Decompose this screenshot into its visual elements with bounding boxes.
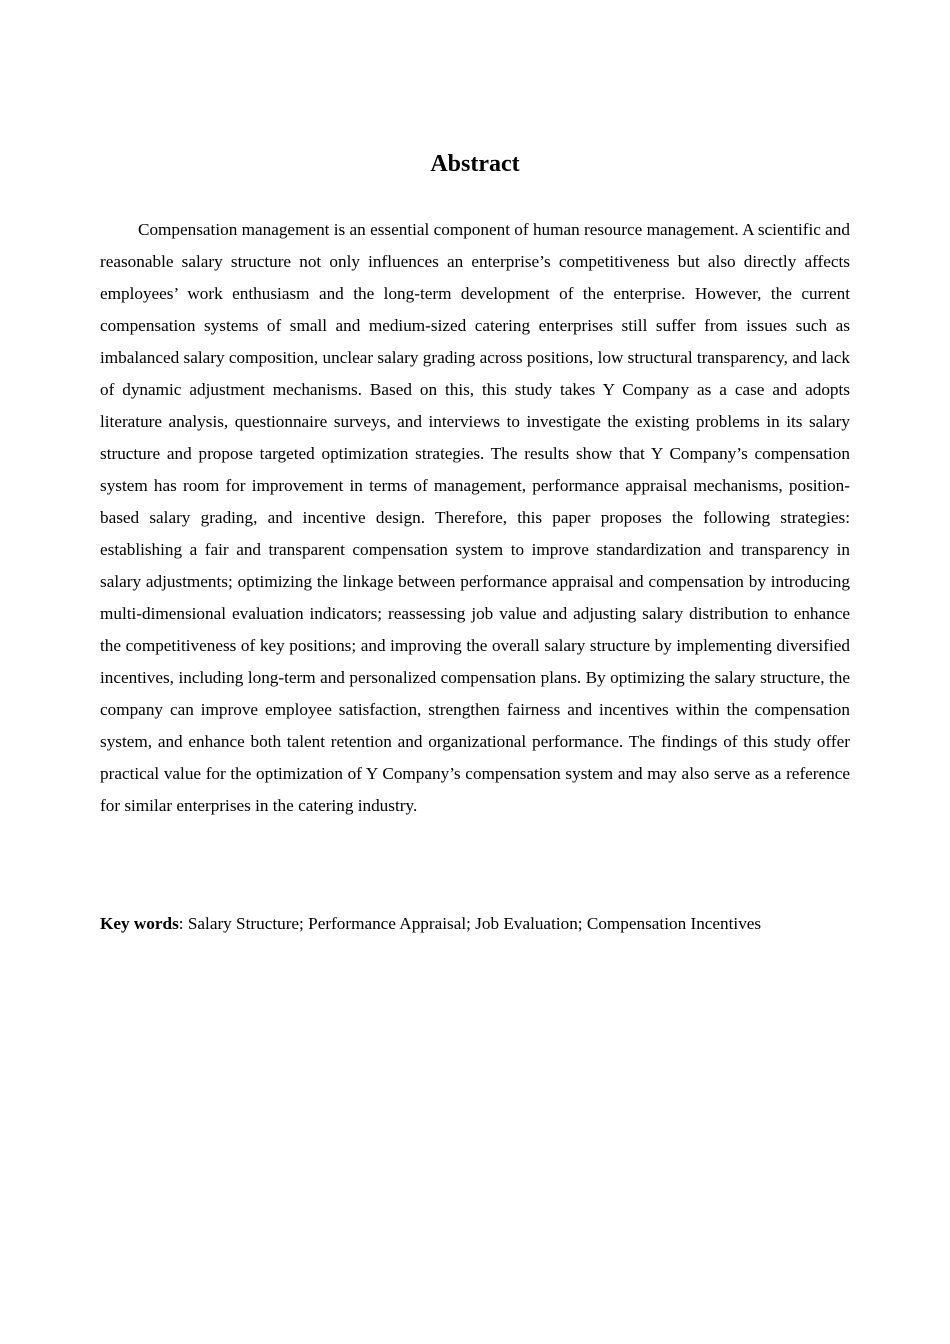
abstract-body: Compensation management is an essential component of human resource management. A scientific and reasonable salary structure not only influences an enterprise’s competitiveness but also directly affects employees’ work enthusiasm and the long-term development of the enterprise. However, the current compensation systems of small and medium-sized catering enterprises still suffer from issues such as imbalanced salary composition, unclear salary grading across positions, low structural transparency, and lack of dynamic adjustment mechanisms. Based on this, this study takes Y Company as a case and adopts literature analysis, questionnaire surveys, and interviews to investigate the existing problems in its salary structure and propose targeted optimization strategies. The results show that Y Company’s compensation system has room for improvement in terms of management, performance appraisal mechanisms, position-based salary grading, and incentive design. Therefore, this paper proposes the following strategies: establishing a fair and transparent compensation system to improve standardization and transparency in salary adjustments; optimizing the linkage between performance appraisal and compensation by introducing multi-dimensional evaluation indicators; reassessing job value and adjusting salary distribution to enhance the competitiveness of key positions; and improving the overall salary structure by implementing diversified incentives, including long-term and personalized compensation plans. By optimizing the salary structure, the company can improve employee satisfaction, strengthen fairness and incentives within the compensation system, and enhance both talent retention and organizational performance. The findings of this study offer practical value for the optimization of Y Company’s compensation system and may also serve as a reference for similar enterprises in the catering industry. (100, 220, 850, 815)
keywords-label: Key words (100, 914, 179, 933)
keywords-text: : Salary Structure; Performance Appraisal; Job Evaluation; Compensation Incentives (178, 914, 762, 933)
keywords-line (100, 908, 860, 940)
abstract-title: Abstract (430, 151, 520, 177)
